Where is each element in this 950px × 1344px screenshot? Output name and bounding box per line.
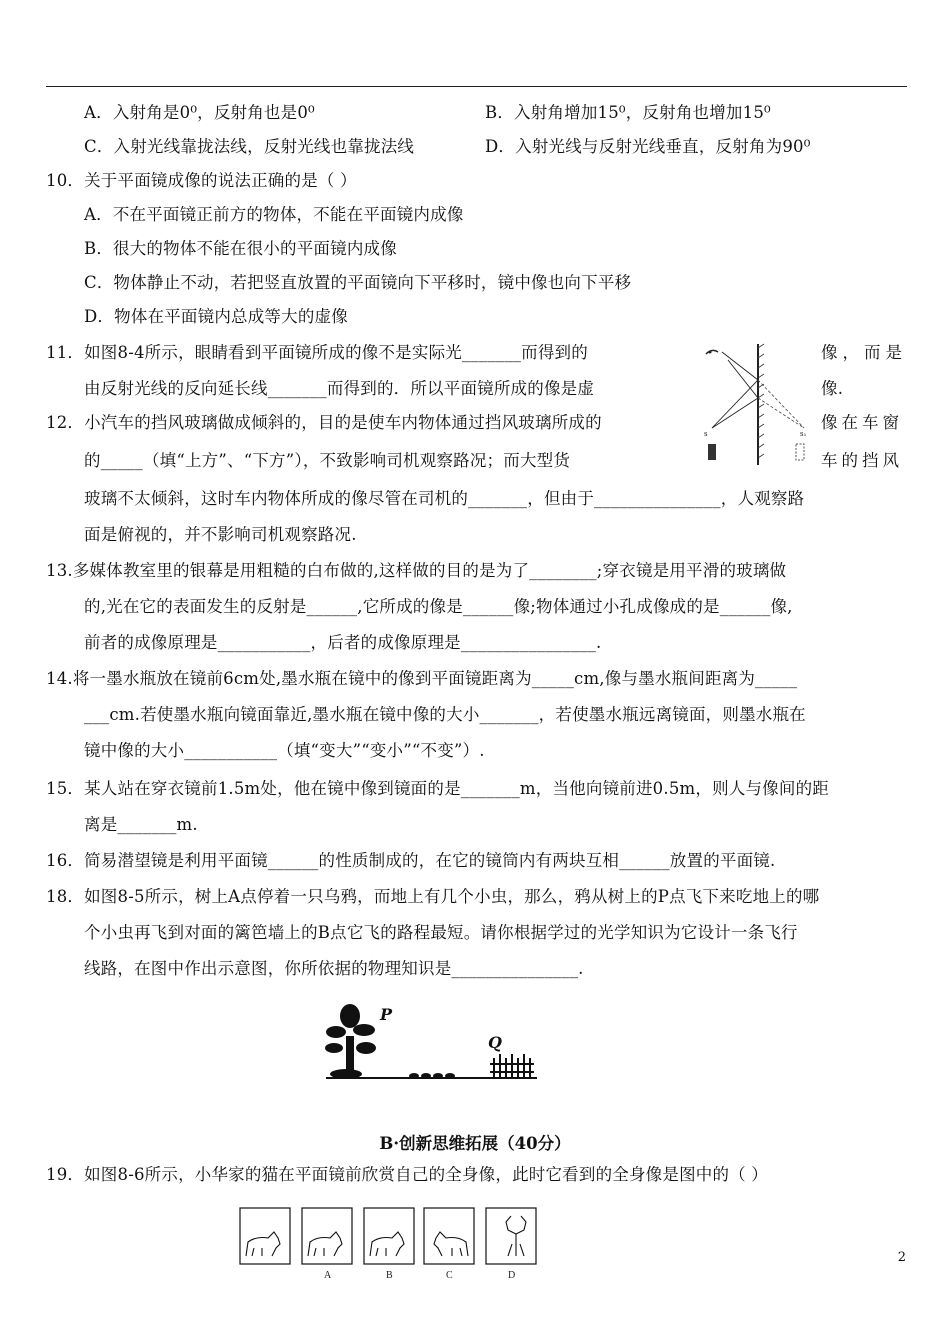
q13-line-3: 前者的成像原理是___________，后者的成像原理是________________. bbox=[84, 633, 602, 652]
q10-option-b: B．很大的物体不能在很小的平面镜内成像 bbox=[84, 239, 397, 258]
q12-line-2-right: 车的挡风 bbox=[821, 451, 903, 470]
q14-line-1: 14.将一墨水瓶放在镜前6cm处,墨水瓶在镜中的像到平面镜距离为_____cm,像与墨水瓶间距离为_____ bbox=[46, 669, 798, 688]
q10-stem: 10．关于平面镜成像的说法正确的是（ ） bbox=[46, 171, 357, 190]
q12-line-4: 面是俯视的，并不影响司机观察路况. bbox=[84, 525, 357, 544]
section-title: B·创新思维拓展（40分） bbox=[379, 1134, 571, 1153]
q18-line-3: 线路，在图中作出示意图，你所依据的物理知识是_______________. bbox=[84, 959, 584, 978]
q12-line-3: 玻璃不太倾斜，这时车内物体所成的像尽管在司机的_______，但由于_______________，人观察路 bbox=[84, 489, 805, 508]
option-label-b: B bbox=[386, 1270, 393, 1281]
figure-8-5 bbox=[322, 996, 542, 1086]
q18-line-2: 个小虫再飞到对面的篱笆墙上的B点它飞的路程最短。请你根据学过的光学知识为它设计一条飞行 bbox=[84, 923, 798, 942]
q10-option-c: C．物体静止不动，若把竖直放置的平面镜向下平移时，镜中像也向下平移 bbox=[84, 273, 632, 292]
q12-line-1: 12．小汽车的挡风玻璃做成倾斜的，目的是使车内物体通过挡风玻璃所成的 bbox=[46, 413, 602, 432]
q16-line: 16．简易潜望镜是利用平面镜______的性质制成的，在它的镜筒内有两块互相______放置的平面镜. bbox=[46, 851, 776, 870]
q13-line-1: 13.多媒体教室里的银幕是用粗糙的白布做的,这样做的目的是为了________;穿衣镜是用平滑的玻璃做 bbox=[46, 561, 787, 580]
q12-line-2: 的_____（填“上方”、“下方”），不致影响司机观察路况；而大型货 bbox=[84, 451, 571, 470]
option-label-c: C bbox=[446, 1270, 453, 1281]
label-q: Q bbox=[488, 1033, 502, 1052]
q19-stem: 19．如图8-6所示，小华家的猫在平面镜前欣赏自己的全身像，此时它看到的全身像是图中的（ ） bbox=[46, 1165, 769, 1184]
q12-line-1-right: 像在车窗 bbox=[821, 413, 903, 432]
svg-text:s: s bbox=[704, 430, 708, 438]
q11-line-2-right: 像. bbox=[821, 379, 844, 398]
figure-8-6 bbox=[236, 1204, 546, 1286]
option-label-a: A bbox=[324, 1270, 332, 1281]
option-label-d: D bbox=[508, 1270, 516, 1281]
q10-option-d: D．物体在平面镜内总成等大的虚像 bbox=[84, 307, 348, 326]
q11-line-1: 11．如图8-4所示，眼睛看到平面镜所成的像不是实际光_______而得到的 bbox=[46, 343, 588, 362]
label-p: P bbox=[380, 1005, 393, 1024]
q18-line-1: 18．如图8-5所示，树上A点停着一只乌鸦，而地上有几个小虫，那么，鸦从树上的P点飞下来吃地上的哪 bbox=[46, 887, 820, 906]
q10-option-a: A．不在平面镜正前方的物体，不能在平面镜内成像 bbox=[84, 205, 464, 224]
q13-line-2: 的,光在它的表面发生的反射是______,它所成的像是______像;物体通过小孔成像成的是______像, bbox=[84, 597, 793, 616]
q15-line-2: 离是_______m. bbox=[84, 815, 198, 834]
q9-option-c: C．入射光线靠拢法线，反射光线也靠拢法线 bbox=[84, 137, 415, 156]
header-rule bbox=[46, 86, 907, 87]
q11-line-1-right: 像，而是 bbox=[821, 343, 907, 362]
q14-line-2: ___cm.若使墨水瓶向镜面靠近,墨水瓶在镜中像的大小_______，若使墨水瓶远离镜面，则墨水瓶在 bbox=[84, 705, 806, 724]
figure-8-4 bbox=[700, 340, 815, 470]
q11-line-2: 由反射光线的反向延长线_______而得到的．所以平面镜所成的像是虚 bbox=[84, 379, 595, 398]
q15-line-1: 15．某人站在穿衣镜前1.5m处，他在镜中像到镜面的是_______m，当他向镜前进0.5m，则人与像间的距 bbox=[46, 779, 829, 798]
q14-line-3: 镜中像的大小___________（填“变大”“变小”“不变”）. bbox=[84, 741, 485, 760]
page-number: 2 bbox=[897, 1250, 906, 1265]
q9-option-a: A．入射角是0⁰，反射角也是0⁰ bbox=[84, 103, 315, 122]
svg-text:s₁: s₁ bbox=[800, 430, 807, 438]
q9-option-d: D．入射光线与反射光线垂直，反射角为90⁰ bbox=[485, 137, 811, 156]
q9-option-b: B．入射角增加15⁰，反射角也增加15⁰ bbox=[485, 103, 771, 122]
